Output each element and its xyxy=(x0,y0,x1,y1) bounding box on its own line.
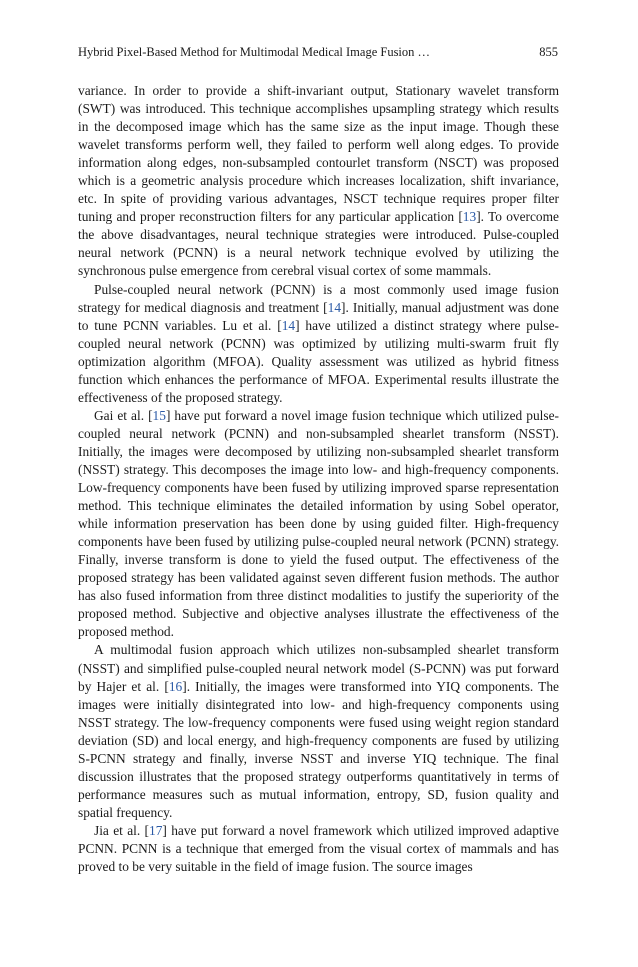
paragraph-text: Gai et al. [ xyxy=(94,407,153,423)
paragraph xyxy=(78,281,559,407)
paragraph-text: ]. Initially, the images were transformed into YIQ components. The images were initially disintegrated into low- and high-frequency components using NSST strategy. The low-frequency components were fused using weight region standard deviation (SD) and local energy, and high-frequency components are fused by utilizing S-PCNN strategy and finally, inverse NSST and inverse YIQ technique. The final discussion illustrates that the proposed strategy outperforms quantitatively in terms of performance measures such as mutual information, entropy, SD, fusion quality and spatial frequency. xyxy=(78,678,559,820)
paragraph-text: ]. To overcome the above disadvantages, neural technique strategies were introduced. Pulse-coupled neural network (PCNN) is a neural network technique evolved by utilizing the synchronous pulse emergence from cerebral visual cortex of some mammals. xyxy=(78,209,559,279)
citation-link[interactable]: 13 xyxy=(462,209,477,225)
citation-link[interactable]: 15 xyxy=(152,407,166,423)
citation-link[interactable]: 17 xyxy=(149,822,163,838)
paragraph xyxy=(78,82,559,281)
citation-link[interactable]: 16 xyxy=(168,678,183,694)
paragraph xyxy=(78,641,559,821)
paragraph xyxy=(78,822,559,876)
running-header xyxy=(78,45,558,60)
paragraph-text: variance. In order to provide a shift-invariant output, Stationary wavelet transform (SWT) was introduced. This technique accomplishes upsampling strategy which results in the decomposed image which has the same size as the input image. Though these wavelet transforms perform well, they failed to perform well along edges. To provide information along edges, non-subsampled contourlet transform (NSCT) was proposed which is a geometric analysis procedure which increases localization, shift invariance, etc. In spite of providing various advantages, NSCT technique requires proper filter tuning and proper reconstruction filters for any particular application [ xyxy=(78,83,559,225)
citation-link[interactable]: 14 xyxy=(327,299,342,315)
running-title: Hybrid Pixel-Based Method for Multimodal Medical Image Fusion … xyxy=(78,45,431,59)
body-text xyxy=(78,82,559,876)
paragraph-text: ]. Initially, manual adjustment was done to tune PCNN variables. Lu et al. [ xyxy=(78,299,559,333)
page-number: 855 xyxy=(539,45,558,59)
paragraph-text: A multimodal fusion approach which utilizes non-subsampled shearlet transform (NSST) and simplified pulse-coupled neural network model (S-PCNN) was put forward by Hajer et al. [ xyxy=(78,642,559,694)
paragraph-text: Jia et al. [ xyxy=(94,822,150,838)
citation-link[interactable]: 14 xyxy=(281,317,296,333)
paragraph-text: ] have put forward a novel image fusion technique which utilized pulse-coupled neural network (PCNN) and non-subsampled shearlet transform (NSST). Initially, the images were decomposed by utilizing non-subsampled shearlet transform (NSST) strategy. This decomposes the image into low- and high-frequency components. Low-frequency components have been fused by utilizing improved sparse representation method. This technique eliminates the detailed information by using Sobel operator, while information preservation has been done by using guided filter. High-frequency components have been fused by utilizing pulse-coupled neural network (PCNN) strategy. Finally, inverse transform is done to yield the fused output. The effectiveness of the proposed strategy has been validated against seven different fusion methods. The author has also fused information from three distinct modalities to justify the superiority of the proposed method. Subjective and objective analyses illustrate the effectiveness of the proposed method. xyxy=(78,407,559,640)
paragraph-text: ] have utilized a distinct strategy where pulse-coupled neural network (PCNN) was optimized by utilizing multi-swarm fruit fly optimization algorithm (MFOA). Quality assessment was utilized as hybrid fitness function which enhances the performance of MFOA. Experimental results illustrate the effectiveness of the proposed strategy. xyxy=(78,317,560,405)
paragraph-text: Pulse-coupled neural network (PCNN) is a most commonly used image fusion strategy for medical diagnosis and treatment [ xyxy=(78,281,559,315)
paragraph xyxy=(78,407,559,642)
paragraph-text: ] have put forward a novel framework which utilized improved adaptive PCNN. PCNN is a technique that emerged from the visual cortex of mammals and has proved to be very suitable in the field of image fusion. The source images xyxy=(78,822,560,875)
